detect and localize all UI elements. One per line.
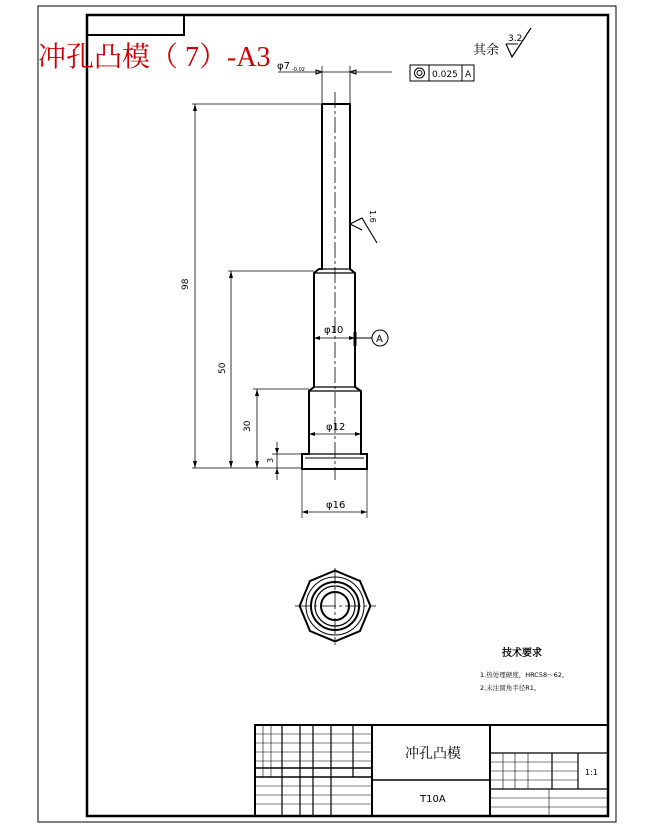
overlay-title: 冲孔凸模（ 7）-A3 [38,42,271,73]
datum-feature-symbol [355,330,388,346]
inner-frame [87,15,608,816]
tech-req-item1: 1.热处理硬度，HRC58～62。 [480,671,569,679]
punch-top-view [295,568,376,645]
dim-head-thickness: 3 [266,457,275,463]
tech-req-heading: 技术要求 [502,648,542,659]
title-block-part-name: 冲孔凸模 [405,746,461,762]
roughness-remaining-value: 3.2 [508,34,523,44]
tolerance-value: 0.025 [432,70,458,80]
title-block-scale: 1:1 [585,768,598,777]
dim-d10: φ10 [324,325,344,336]
punch-front-view [302,104,367,469]
code-box [87,15,184,35]
datum-label: A [376,334,383,345]
dim-length-30: 30 [243,420,253,432]
dim-d16: φ16 [326,500,346,511]
dim-tip-diameter: φ7 [277,61,290,72]
roughness-remaining-label: 其余 [473,43,500,58]
roughness-shank-value: 1.6 [368,210,377,223]
dim-length-50: 50 [218,362,228,374]
tech-req-item2: 2.未注圆角半径R1。 [480,684,541,692]
dim-tip-tolerance: -0.02 [292,67,305,73]
length-dimensions [192,104,322,480]
dim-d12: φ12 [326,422,346,433]
tolerance-datum: A [465,70,472,80]
dim-total-length: 98 [181,278,191,290]
title-block-material: T10A [420,794,446,805]
outer-border [38,6,616,822]
